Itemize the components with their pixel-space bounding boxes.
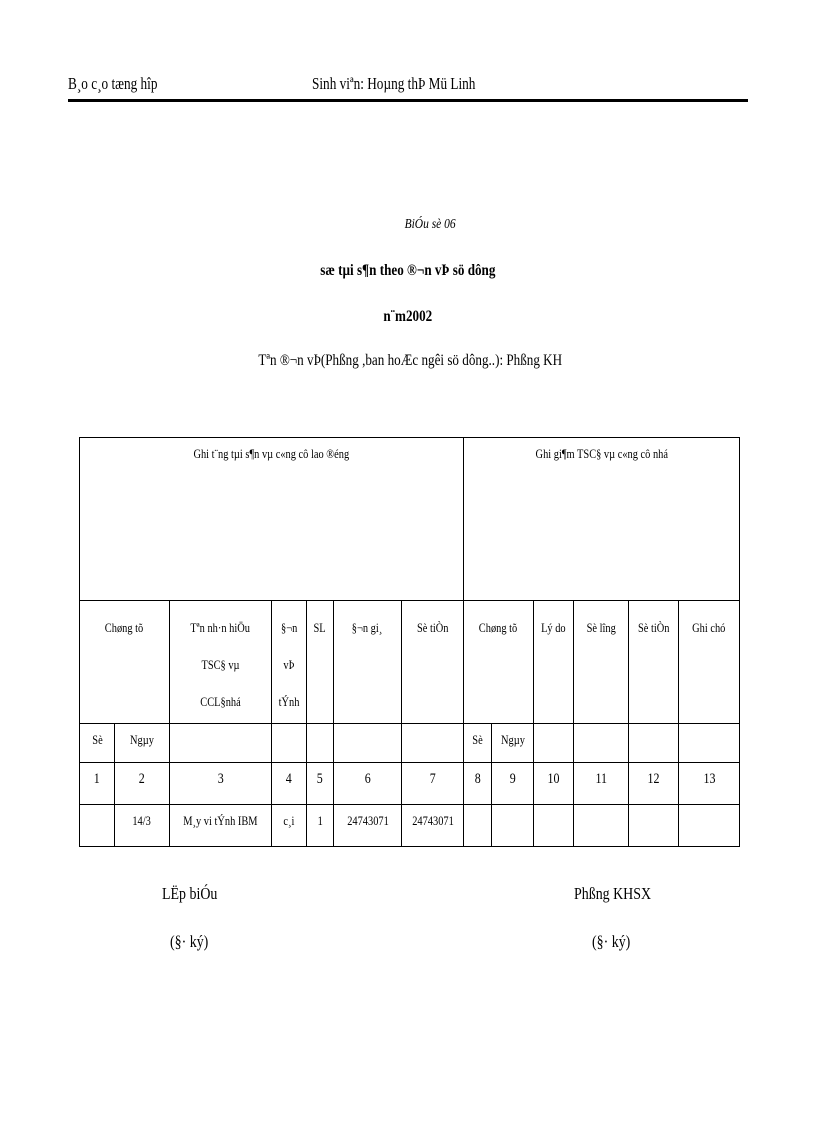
col-reason: Lý do [534,601,574,724]
sub-number: Sè [80,724,115,763]
cell-date: 14/3 [115,805,170,847]
empty-cell [492,805,534,847]
signature-right-title: Phßng KHSX [574,884,652,903]
col-number: 8 [464,763,492,805]
asset-register-table [79,437,740,847]
signature-right-note: (§· ký) [592,932,631,951]
empty-cell [574,724,629,763]
header-left-title: B¸o c¸o tæng hîp [68,74,158,93]
col-number: 11 [574,763,629,805]
table-row [80,805,740,847]
sub-date-decrease: Ngµy [492,724,534,763]
col-voucher-decrease: Chøng tõ [464,601,534,724]
empty-cell [464,805,492,847]
sub-number-decrease: Sè [464,724,492,763]
empty-cell [679,805,740,847]
col-number: 4 [272,763,307,805]
empty-cell [679,724,740,763]
unit-line: Tªn ®¬n vÞ(Phßng ,ban hoÆc ngêi sö dông..): Phßng KH [258,352,562,369]
col-number: 12 [629,763,679,805]
col-amount: Sè tiÒn [402,601,464,724]
cell-amount: 24743071 [402,805,464,847]
cell-unit: c¸i [272,805,307,847]
group-decrease-header: Ghi gi¶m TSC§ vµ c«ng cô nhá [464,438,740,601]
col-voucher: Chøng tõ [80,601,170,724]
empty-cell [170,724,272,763]
col-number: 1 [80,763,115,805]
col-qty: SL [307,601,334,724]
col-unit-price: §¬n gi¸ [334,601,402,724]
col-unit: §¬n vÞ tÝnh [272,601,307,724]
col-quantity-decrease: Sè lîng [574,601,629,724]
empty-cell [272,724,307,763]
col-number: 3 [170,763,272,805]
empty-cell [307,724,334,763]
empty-cell [402,724,464,763]
cell-unit-price: 24743071 [334,805,402,847]
col-amount-decrease: Sè tiÒn [629,601,679,724]
header-rule [68,99,748,102]
signature-left-title: LËp biÓu [162,884,218,903]
header-student-name: Sinh viªn: Hoµng thÞ Mü Linh [312,74,476,93]
empty-cell [334,724,402,763]
empty-cell [534,805,574,847]
form-year: n¨m2002 [383,308,433,325]
sub-date: Ngµy [115,724,170,763]
col-number: 10 [534,763,574,805]
col-notes: Ghi chó [679,601,740,724]
group-increase-header: Ghi t¨ng tµi s¶n vµ c«ng cô lao ®éng [80,438,464,601]
signature-left-note: (§· ký) [170,932,209,951]
col-asset-name: Tªn nh·n hiÖu TSC§ vµ CCL§nhá [170,601,272,724]
col-number: 5 [307,763,334,805]
col-number: 9 [492,763,534,805]
cell-asset-name: M¸y vi tÝnh IBM [170,805,272,847]
col-number: 2 [115,763,170,805]
cell-qty: 1 [307,805,334,847]
empty-cell [534,724,574,763]
col-number: 6 [334,763,402,805]
empty-cell [629,724,679,763]
form-title: sæ tµi s¶n theo ®¬n vÞ sö dông [320,262,496,279]
col-number: 13 [679,763,740,805]
form-number: BiÓu sè 06 [404,217,456,232]
empty-cell [574,805,629,847]
col-number: 7 [402,763,464,805]
cell-number [80,805,115,847]
empty-cell [629,805,679,847]
